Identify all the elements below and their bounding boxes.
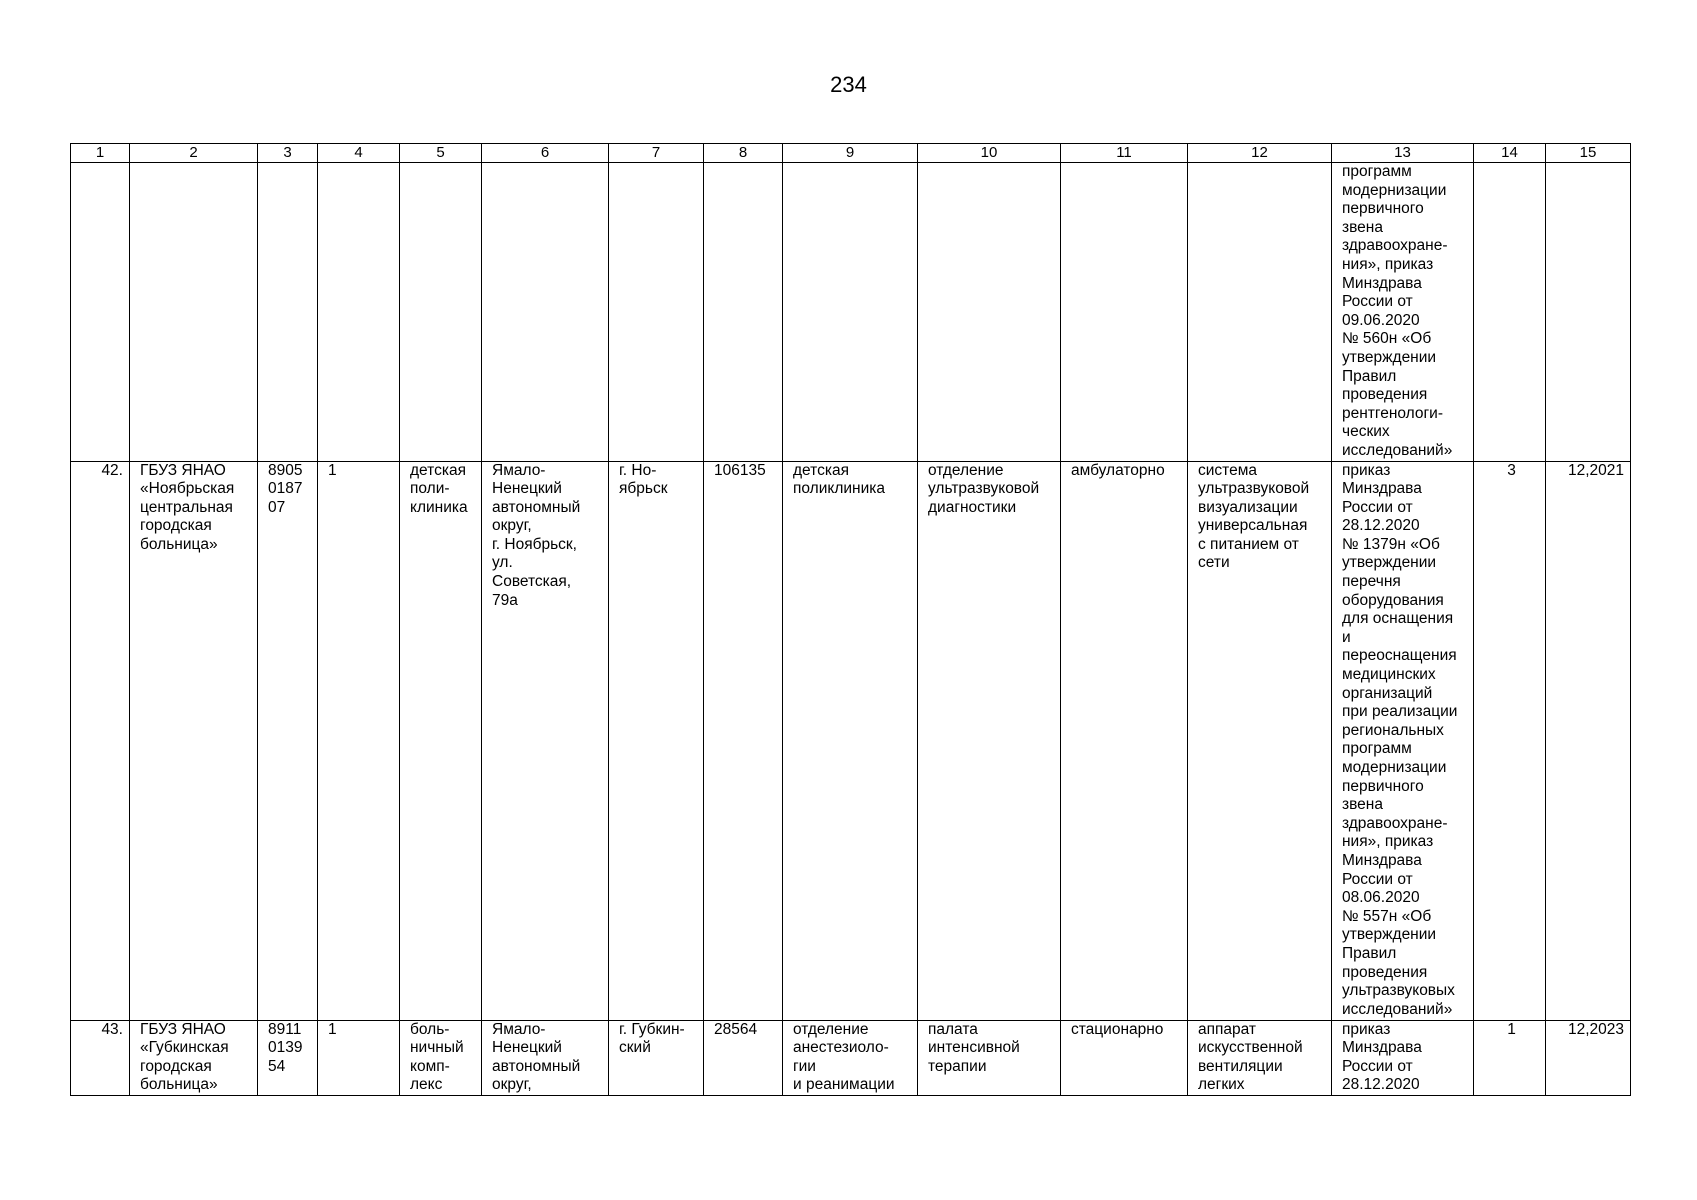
cell-date: 12,2023	[1546, 1020, 1631, 1095]
cell-regulation: приказ Минздрава России от 28.12.2020	[1332, 1020, 1474, 1095]
cell-institution: ГБУЗ ЯНАО «Губкинская городская больница»	[130, 1020, 258, 1095]
cell-department: отделение ультразвуковой диагностики	[918, 461, 1061, 1020]
column-number: 7	[609, 144, 704, 163]
column-number: 14	[1474, 144, 1546, 163]
cell-row-number	[71, 163, 130, 462]
cell-population	[704, 163, 783, 462]
cell-facility-type	[400, 163, 482, 462]
cell-date: 12,2021	[1546, 461, 1631, 1020]
column-number: 12	[1188, 144, 1332, 163]
cell-city	[609, 163, 704, 462]
table-row	[71, 461, 1631, 1020]
column-number: 8	[704, 144, 783, 163]
cell-code: 8911 0139 54	[258, 1020, 318, 1095]
cell-department	[918, 163, 1061, 462]
cell-city: г. Губкин- ский	[609, 1020, 704, 1095]
cell-facility-type: боль- ничный комп- лекс	[400, 1020, 482, 1095]
cell-address: Ямало- Ненецкий автономный округ, г. Ноябрьск, ул. Советская, 79а	[482, 461, 609, 1020]
column-number: 2	[130, 144, 258, 163]
cell-institution: ГБУЗ ЯНАО «Ноябрьская центральная городская больница»	[130, 461, 258, 1020]
cell-regulation: программ модернизации первичного звена здравоохране- ния», приказ Минздрава России от 09.06.2020 № 560н «Об утверждении Правил проведения рентгенологи- ческих исследований»	[1332, 163, 1474, 462]
cell-col4	[318, 163, 400, 462]
column-number: 5	[400, 144, 482, 163]
column-number: 6	[482, 144, 609, 163]
cell-equipment	[1188, 163, 1332, 462]
cell-date	[1546, 163, 1631, 462]
cell-address	[482, 163, 609, 462]
cell-address: Ямало- Ненецкий автономный округ,	[482, 1020, 609, 1095]
column-number: 1	[71, 144, 130, 163]
column-number: 15	[1546, 144, 1631, 163]
cell-quantity: 3	[1474, 461, 1546, 1020]
column-number: 11	[1061, 144, 1188, 163]
column-number: 9	[783, 144, 918, 163]
cell-col4: 1	[318, 461, 400, 1020]
document-table	[70, 143, 1631, 1096]
cell-row-number: 43.	[71, 1020, 130, 1095]
column-number: 10	[918, 144, 1061, 163]
page-number: 234	[830, 72, 867, 97]
cell-quantity	[1474, 163, 1546, 462]
cell-care-mode	[1061, 163, 1188, 462]
column-number: 3	[258, 144, 318, 163]
cell-row-number: 42.	[71, 461, 130, 1020]
table-row	[71, 1020, 1631, 1095]
cell-regulation: приказ Минздрава России от 28.12.2020 № 1379н «Об утверждении перечня оборудования для оснащения и переоснащения медицинских организаций при реализации региональных программ модернизации первичного звена здравоохране- ния», приказ Минздрава России от 08.06.2020 № 557н «Об утверждении Правил проведения ультразвуковых исследований»	[1332, 461, 1474, 1020]
cell-care-mode: амбулаторно	[1061, 461, 1188, 1020]
cell-unit: отделение анестезиоло- гии и реанимации	[783, 1020, 918, 1095]
cell-department: палата интенсивной терапии	[918, 1020, 1061, 1095]
cell-code: 8905 0187 07	[258, 461, 318, 1020]
cell-code	[258, 163, 318, 462]
cell-unit	[783, 163, 918, 462]
cell-population: 106135	[704, 461, 783, 1020]
column-number: 4	[318, 144, 400, 163]
table-row-continuation	[71, 163, 1631, 462]
cell-population: 28564	[704, 1020, 783, 1095]
cell-institution	[130, 163, 258, 462]
cell-care-mode: стационарно	[1061, 1020, 1188, 1095]
column-number-row	[71, 144, 1631, 163]
cell-col4: 1	[318, 1020, 400, 1095]
cell-city: г. Но- ябрьск	[609, 461, 704, 1020]
column-number: 13	[1332, 144, 1474, 163]
cell-quantity: 1	[1474, 1020, 1546, 1095]
cell-unit: детская поликлиника	[783, 461, 918, 1020]
cell-facility-type: детская поли- клиника	[400, 461, 482, 1020]
cell-equipment: система ультразвуковой визуализации универсальная с питанием от сети	[1188, 461, 1332, 1020]
cell-equipment: аппарат искусственной вентиляции легких	[1188, 1020, 1332, 1095]
